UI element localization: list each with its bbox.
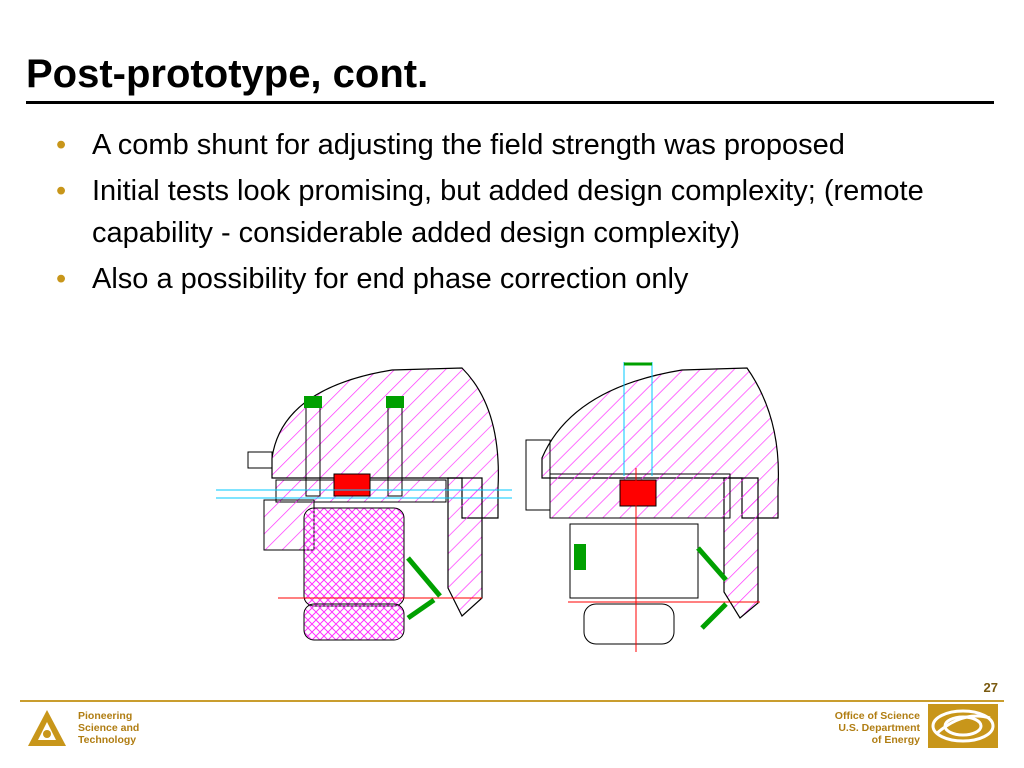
argonne-logo-icon — [26, 708, 68, 748]
right-comb-shunt — [620, 480, 656, 506]
left-pole-lower — [304, 604, 404, 640]
cross-section-drawings — [212, 348, 792, 660]
bullet-icon: • — [56, 263, 67, 295]
left-pole-upper — [304, 508, 404, 606]
slide-title: Post-prototype, cont. — [26, 52, 429, 96]
footer-rule — [20, 700, 1004, 702]
footer-left-line: Technology — [78, 734, 137, 746]
bullet-text: A comb shunt for adjusting the field strength was proposed — [92, 129, 845, 161]
bullet-list — [56, 124, 996, 304]
right-shim — [698, 548, 726, 580]
footer-left-text — [78, 710, 139, 746]
right-cross-section — [526, 362, 778, 652]
doe-logo-icon — [928, 704, 998, 748]
bullet-icon: • — [56, 175, 67, 207]
left-screw — [248, 452, 272, 468]
left-side-plate — [448, 478, 482, 616]
footer-right-text — [835, 710, 920, 746]
footer-right-line: of Energy — [871, 734, 920, 746]
bullet-text: Also a possibility for end phase correction only — [92, 263, 689, 295]
left-bolt-head-1 — [304, 396, 322, 408]
left-comb-shunt — [334, 474, 370, 496]
footer-right-line: U.S. Department — [838, 722, 920, 734]
bullet-item — [56, 170, 996, 254]
left-shim-2 — [408, 600, 434, 618]
right-shim-2 — [702, 604, 726, 628]
bullet-item — [56, 124, 996, 166]
right-screw — [574, 544, 586, 570]
bullet-text: Initial tests look promising, but added design complexity; (remote capability - considerable added design complexity) — [92, 175, 924, 249]
page-number: 27 — [983, 680, 998, 695]
bullet-item — [56, 258, 996, 300]
footer-left-line: Pioneering — [78, 710, 133, 722]
left-cross-section — [216, 368, 512, 640]
left-bolt-head-2 — [386, 396, 404, 408]
left-shim — [408, 558, 440, 596]
footer-right-line: Office of Science — [834, 710, 920, 722]
right-pole-lower — [584, 604, 674, 644]
footer-left-line: Science and — [78, 722, 140, 734]
right-lower-body — [570, 524, 698, 598]
bullet-icon: • — [56, 129, 67, 161]
title-underline — [26, 101, 994, 104]
